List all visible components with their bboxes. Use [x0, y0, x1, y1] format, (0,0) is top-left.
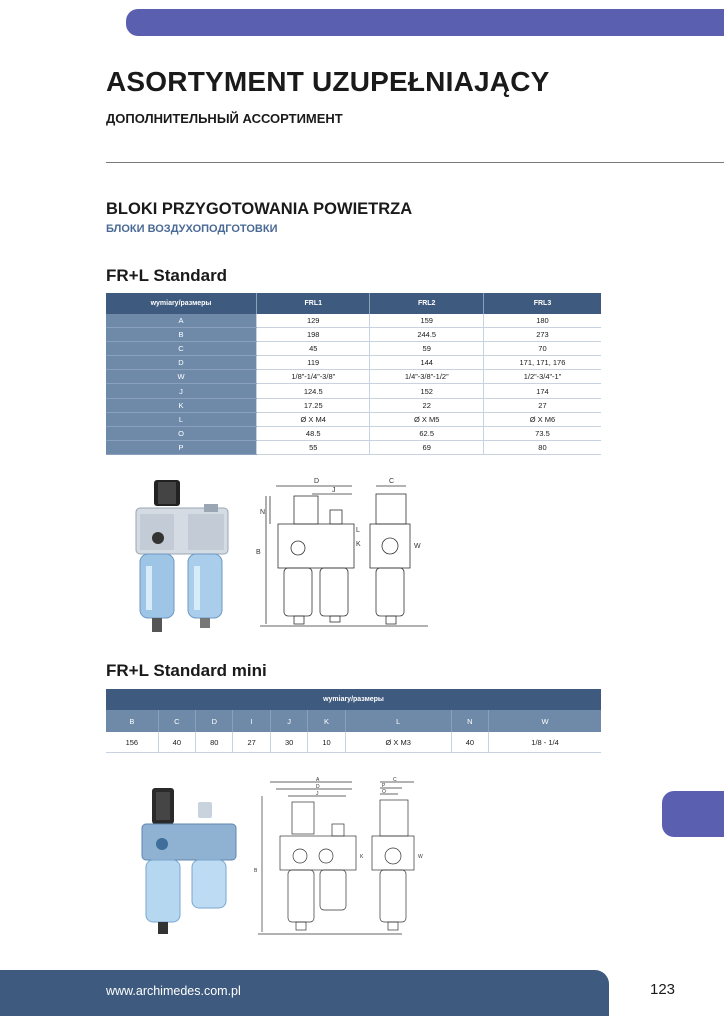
row-label: W	[106, 370, 257, 384]
table-cell: 244.5	[370, 328, 483, 342]
divider	[106, 162, 724, 163]
column-label: B	[106, 710, 158, 732]
column-label: N	[451, 710, 488, 732]
column-label: D	[196, 710, 233, 732]
table-cell: 180	[483, 314, 601, 328]
table-cell: Ø X M5	[370, 412, 483, 426]
table-row	[106, 342, 601, 356]
table-cell: 273	[483, 328, 601, 342]
table-row	[106, 356, 601, 370]
table-cell: 129	[257, 314, 370, 328]
column-label: I	[233, 710, 270, 732]
table-cell: 45	[257, 342, 370, 356]
footer-url[interactable]: www.archimedes.com.pl	[106, 984, 241, 998]
frl-standard-product-photo	[132, 478, 240, 638]
dim-label: N	[260, 509, 266, 516]
table-row	[106, 328, 601, 342]
table-cell: 159	[370, 314, 483, 328]
dim-label: L	[356, 527, 360, 534]
table-cell: 17.25	[257, 398, 370, 412]
table-cell: Ø X M6	[483, 412, 601, 426]
dim-label: W	[418, 854, 423, 860]
page-subtitle: ДОПОЛНИТЕЛЬНЫЙ АССОРТИМЕНТ	[106, 111, 343, 126]
table-cell: 1/4”-3/8”-1/2”	[370, 370, 483, 384]
table-header-cell: FRL3	[483, 293, 601, 314]
table-cell: 69	[370, 440, 483, 454]
table-header-cell: wymiary/размеры	[106, 293, 257, 314]
table-cell: 62.5	[370, 426, 483, 440]
page-number: 123	[650, 981, 676, 998]
filter-bowl	[146, 860, 180, 922]
table-cell: 22	[370, 398, 483, 412]
table-cell: 80	[196, 732, 233, 753]
table-row	[106, 426, 601, 440]
dim-label: B	[256, 549, 261, 556]
table-cell: 119	[257, 356, 370, 370]
table-header-cell: FRL1	[257, 293, 370, 314]
row-label: L	[106, 412, 257, 426]
footer-bar	[0, 970, 609, 1016]
table-cell: 152	[370, 384, 483, 398]
table-row	[106, 440, 601, 454]
dim-label: P	[382, 783, 386, 789]
table-row	[106, 314, 601, 328]
table-cell: 1/8”-1/4”-3/8”	[257, 370, 370, 384]
section-title: BLOKI PRZYGOTOWANIA POWIETRZA	[106, 200, 413, 218]
side-tab-marker	[662, 791, 724, 837]
dim-label: D	[316, 784, 320, 790]
table-cell: 30	[270, 732, 307, 753]
table-cell: 156	[106, 732, 158, 753]
section-subtitle: БЛОКИ ВОЗДУХОПОДГОТОВКИ	[106, 223, 278, 235]
filter-bowl	[140, 554, 174, 618]
row-label: O	[106, 426, 257, 440]
column-label: K	[308, 710, 345, 732]
table-row	[106, 412, 601, 426]
page-title: ASORTYMENT UZUPEŁNIAJĄCY	[106, 66, 550, 97]
table-cell: 73.5	[483, 426, 601, 440]
table-cell: 59	[370, 342, 483, 356]
row-label: C	[106, 342, 257, 356]
row-label: K	[106, 398, 257, 412]
table-header-row	[106, 293, 601, 314]
table-cell: 27	[233, 732, 270, 753]
table-cell: 40	[451, 732, 488, 753]
table-cell: 1/8 - 1/4	[489, 732, 601, 753]
column-label: J	[270, 710, 307, 732]
top-accent-band	[126, 9, 724, 36]
standard-dimensions-table	[106, 293, 601, 455]
table-cell: 198	[257, 328, 370, 342]
dim-label: O	[382, 789, 386, 795]
table-cell: 55	[257, 440, 370, 454]
dim-label: C	[393, 777, 397, 783]
standard-heading: FR+L Standard	[106, 266, 228, 285]
dim-label: D	[314, 478, 320, 485]
frl-mini-technical-drawing	[252, 776, 428, 940]
dim-label: K	[360, 854, 364, 860]
table-cell: 171, 171, 176	[483, 356, 601, 370]
mini-heading: FR+L Standard mini	[106, 661, 267, 680]
table-column-row	[106, 710, 601, 732]
table-cell: Ø X M4	[257, 412, 370, 426]
table-cell: 124.5	[257, 384, 370, 398]
table-row	[106, 370, 601, 384]
row-label: P	[106, 440, 257, 454]
table-header-cell: FRL2	[370, 293, 483, 314]
table-cell: 1/2”-3/4”-1”	[483, 370, 601, 384]
table-row	[106, 732, 601, 753]
column-label: L	[345, 710, 451, 732]
frl-standard-technical-drawing	[252, 474, 428, 634]
lubricator-bowl	[192, 860, 226, 908]
row-label: B	[106, 328, 257, 342]
table-cell: 80	[483, 440, 601, 454]
table-cell: 40	[158, 732, 195, 753]
table-cell: 144	[370, 356, 483, 370]
table-row	[106, 398, 601, 412]
dim-label: W	[414, 543, 421, 550]
table-cell: 48.5	[257, 426, 370, 440]
row-label: J	[106, 384, 257, 398]
dim-label: J	[316, 791, 319, 797]
table-cell: Ø X M3	[345, 732, 451, 753]
lubricator-bowl	[188, 554, 222, 618]
table-cell: 174	[483, 384, 601, 398]
table-cell: 27	[483, 398, 601, 412]
dim-label: C	[389, 478, 395, 485]
table-header-row	[106, 689, 601, 710]
dim-label: K	[356, 541, 361, 548]
column-label: W	[489, 710, 601, 732]
dim-label: B	[254, 868, 258, 874]
row-label: A	[106, 314, 257, 328]
table-cell: 70	[483, 342, 601, 356]
dim-label: A	[316, 777, 320, 783]
dim-label: J	[332, 487, 336, 494]
frl-mini-product-photo	[138, 780, 242, 940]
table-header-cell: wymiary/размеры	[106, 689, 601, 710]
column-label: C	[158, 710, 195, 732]
table-row	[106, 384, 601, 398]
row-label: D	[106, 356, 257, 370]
table-cell: 10	[308, 732, 345, 753]
mini-dimensions-table	[106, 689, 601, 753]
